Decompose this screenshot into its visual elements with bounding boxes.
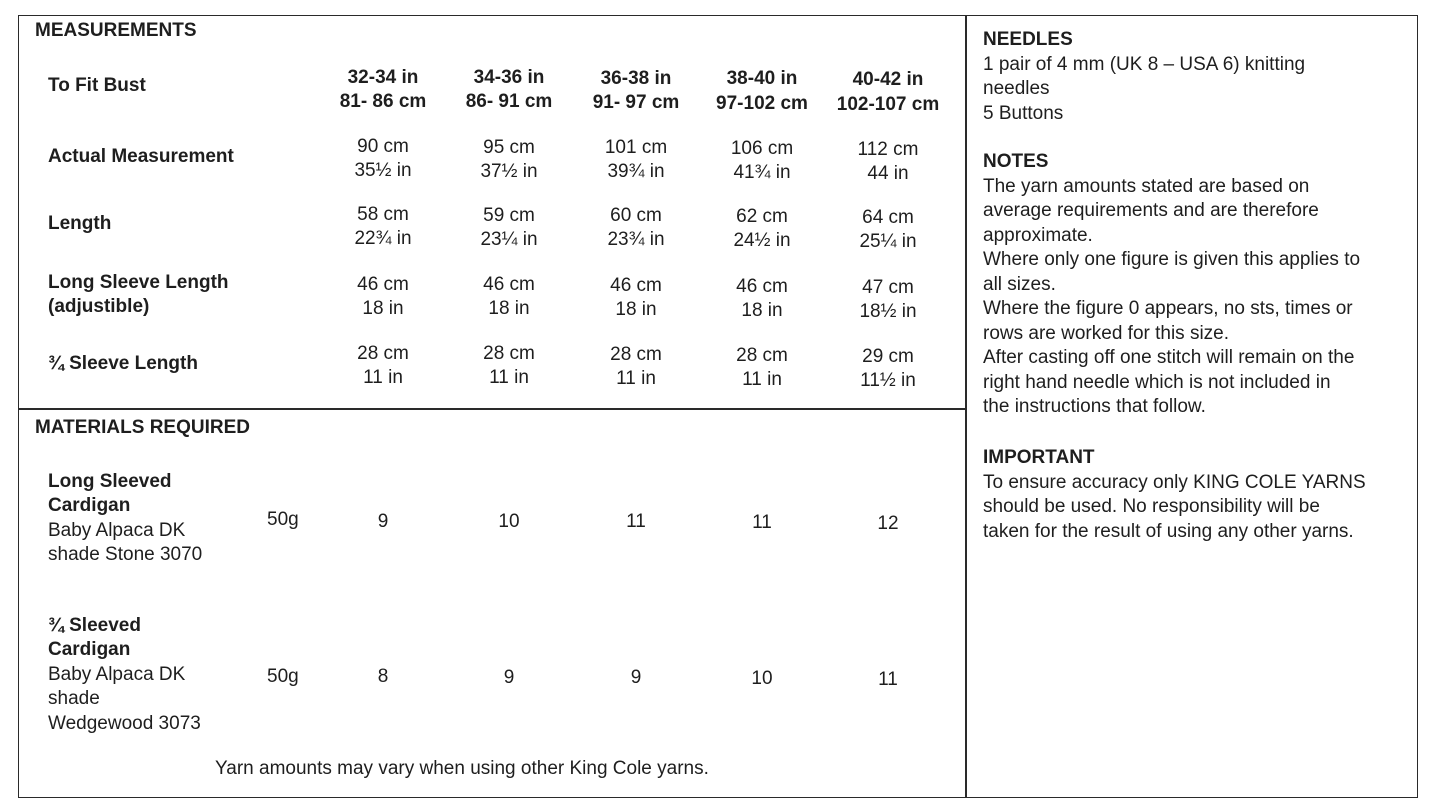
needles-line: 5 Buttons [983,102,1064,124]
material-title: ¾ Sleeved [48,615,141,636]
value-cm: 28 cm [736,345,788,366]
notes-line: Where only one figure is given this applies to [983,249,1361,270]
notes-line: all sizes. [983,273,1056,295]
value-cm: 28 cm [357,343,409,364]
important-section [983,446,1413,544]
value-in: 11 in [616,368,656,389]
size-cm: 86- 91 cm [465,91,553,112]
value-in: 11½ in [860,370,916,391]
value-cm: 58 cm [357,204,409,225]
value-in: 11 in [742,369,782,390]
value-cm: 46 cm [736,276,788,297]
material-desc: Baby Alpaca DK [48,664,186,685]
size-cm: 91- 97 cm [592,92,680,113]
value-cm: 101 cm [604,137,668,158]
size-in: 36-38 in [600,68,672,89]
material-desc: shade Stone 3070 [48,544,203,565]
notes-line: rows are worked for this size. [983,322,1230,344]
material-title: Cardigan [48,495,131,516]
size-in: 32-34 in [347,67,419,88]
row-label: Actual Measurement [48,146,234,167]
important-line: To ensure accuracy only KING COLE YARNS [983,471,1366,493]
value-in: 44 in [867,163,909,184]
size-in: 40-42 in [852,69,924,90]
value-in: 11 in [363,367,403,388]
value-cm: 46 cm [610,275,662,296]
material-qty: 9 [503,667,515,688]
notes-line: average requirements and are therefore [983,200,1319,221]
value-cm: 112 cm [857,139,919,160]
row-label-sub: (adjustible) [48,296,150,317]
row-label: Long Sleeve Length [48,272,229,293]
material-weight: 50g [267,666,299,687]
value-in: 11 in [489,367,529,388]
value-in: 23¼ in [480,229,538,250]
value-in: 18 in [362,298,404,319]
value-in: 24½ in [733,230,791,251]
important-line: taken for the result of using any other yarns. [983,520,1354,542]
notes-section [983,150,1413,420]
material-qty: 11 [878,669,898,690]
to-fit-bust-label: To Fit Bust [48,75,146,96]
material-qty: 9 [630,667,642,688]
measurements-heading: MEASUREMENTS [35,20,197,41]
value-in: 18 in [615,299,657,320]
row-label: Length [48,213,112,234]
size-cm: 97-102 cm [716,93,808,114]
material-desc: Baby Alpaca DK [48,520,186,541]
row-label: ¾ Sleeve Length [48,353,198,374]
notes-line: the instructions that follow. [983,396,1206,417]
yarn-footnote: Yarn amounts may vary when using other King Cole yarns. [215,758,709,779]
needles-heading: NEEDLES [983,29,1073,50]
important-line: should be used. No responsibility will be [983,496,1320,517]
notes-heading: NOTES [983,151,1049,172]
size-cm: 81- 86 cm [339,91,427,112]
value-in: 37½ in [480,161,538,182]
needles-line: needles [983,78,1050,99]
material-qty: 10 [751,668,773,689]
value-cm: 47 cm [862,277,914,298]
size-in: 38-40 in [726,68,798,89]
value-in: 22¾ in [354,228,412,249]
value-cm: 28 cm [483,343,535,364]
value-cm: 95 cm [483,137,535,158]
value-cm: 59 cm [483,205,535,226]
material-qty: 10 [498,511,520,532]
value-cm: 60 cm [610,205,662,226]
value-in: 18½ in [859,301,917,322]
material-qty: 8 [377,666,389,687]
value-in: 25¼ in [859,231,917,252]
important-heading: IMPORTANT [983,447,1095,468]
value-in: 39¾ in [607,161,665,182]
value-in: 18 in [488,298,530,319]
section-divider [18,408,966,410]
needles-section [983,28,1413,126]
value-cm: 28 cm [610,344,662,365]
notes-line: The yarn amounts stated are based on [983,175,1310,197]
material-qty: 12 [877,513,899,534]
value-cm: 29 cm [862,346,914,367]
column-divider [965,15,967,798]
value-cm: 90 cm [357,136,409,157]
value-cm: 62 cm [736,206,788,227]
notes-line: Where the figure 0 appears, no sts, times or [983,298,1353,319]
value-in: 18 in [741,300,783,321]
notes-line: approximate. [983,224,1093,246]
notes-line: right hand needle which is not included in [983,371,1331,393]
material-title: Long Sleeved [48,471,172,492]
material-weight: 50g [267,509,299,530]
material-desc: shade [48,688,100,709]
value-cm: 46 cm [483,274,535,295]
material-title: Cardigan [48,639,131,660]
size-cm: 102-107 cm [836,94,940,115]
material-qty: 11 [752,512,772,533]
value-cm: 64 cm [862,207,914,228]
value-in: 23¾ in [607,229,665,250]
size-in: 34-36 in [473,67,545,88]
value-in: 35½ in [354,160,412,181]
value-in: 41¾ in [733,162,791,183]
material-qty: 11 [626,511,646,532]
material-qty: 9 [377,511,389,532]
value-cm: 46 cm [357,274,409,295]
materials-heading: MATERIALS REQUIRED [35,417,250,438]
notes-line: After casting off one stitch will remain on the [983,347,1355,368]
needles-line: 1 pair of 4 mm (UK 8 – USA 6) knitting [983,53,1306,75]
material-desc: Wedgewood 3073 [48,713,201,734]
value-cm: 106 cm [730,138,794,159]
